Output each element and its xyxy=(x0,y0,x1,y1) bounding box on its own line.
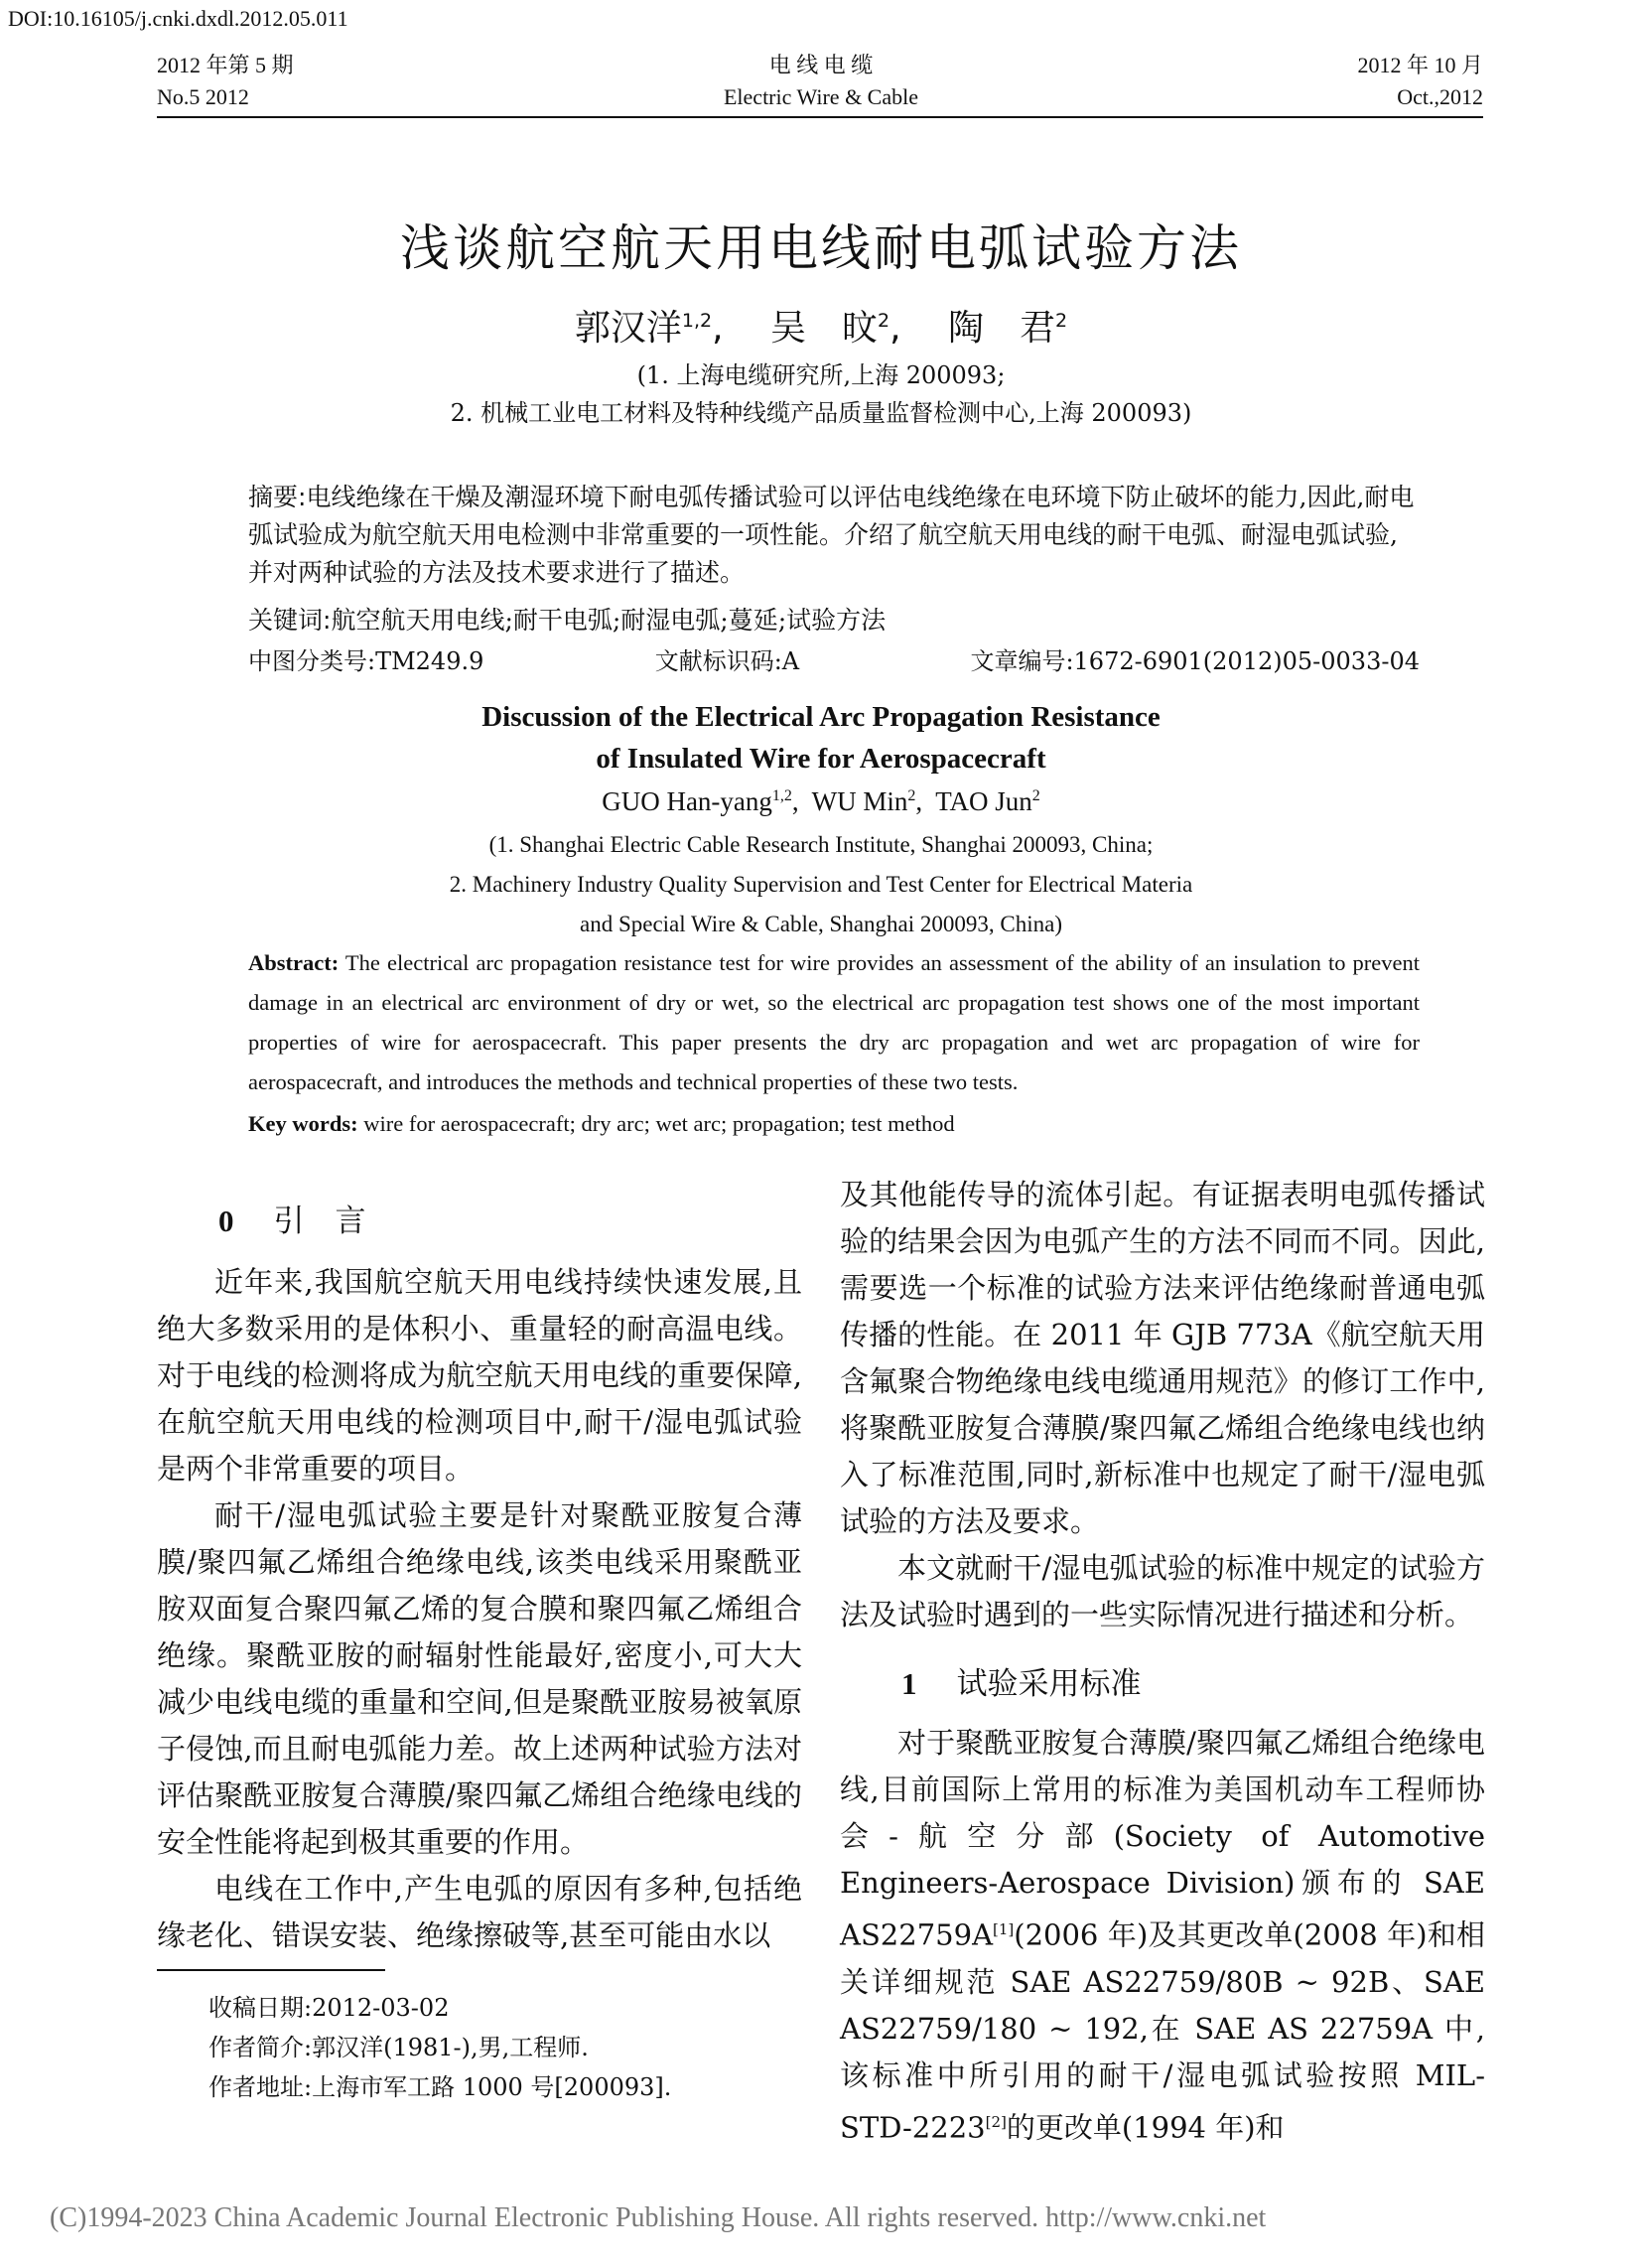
english-author: WU Min$^2$, xyxy=(811,786,923,816)
header-rule xyxy=(157,116,1483,118)
keywords-cn-label: 关键词: xyxy=(248,606,332,635)
english-author-list xyxy=(0,786,1642,817)
english-title-line1: Discussion of the Electrical Arc Propagation Resistance xyxy=(481,701,1161,733)
paragraph: 耐干/湿电弧试验主要是针对聚酰亚胺复合薄膜/聚四氟乙烯组合绝缘电线,该类电线采用聚酰亚胺双面复合聚四氟乙烯的复合膜和聚四氟乙烯组合绝缘。聚酰亚胺的耐辐射性能最好,密度小,可大大减少电线电缆的重量和空间,但是聚酰亚胺易被氧原子侵蚀,而且耐电弧能力差。故上述两种试验方法对评估聚酰亚胺复合薄膜/聚四氟乙烯组合绝缘电线的安全性能将起到极其重要的作用。 xyxy=(157,1498,802,1859)
paragraph: 近年来,我国航空航天用电线持续快速发展,且绝大多数采用的是体积小、重量轻的耐高温电线。对于电线的检测将成为航空航天用电线的重要保障,在航空航天用电线的检测项目中,耐干/湿电弧试验是两个非常重要的项目。 xyxy=(157,1265,802,1486)
footnotes xyxy=(208,1988,671,2107)
abstract-en-label: Abstract: xyxy=(248,950,340,975)
paragraph: 电线在工作中,产生电弧的原因有多种,包括绝缘老化、错误安装、绝缘擦破等,甚至可能由水以 xyxy=(157,1872,802,1952)
abstract-en-text: The electrical arc propagation resistance test for wire provides an assessment of the ability of an insulation to prevent damage in an electrical arc environment of dry or wet, so the electrical arc propagation test shows one of the most important properties of wire for aerospacecraft. This paper presents the dry arc propagation and wet arc propagation of wire for aerospacecraft, and introduces the methods and technical properties of these two tests. xyxy=(248,950,1421,1094)
keywords-en xyxy=(248,1104,1420,1144)
paragraph: 对于聚酰亚胺复合薄膜/聚四氟乙烯组合绝缘电线,目前国际上常用的标准为美国机动车工程师协会-航空分部(Society of Automotive Engineers-Aerospace Division)颁布的 SAE AS22759A[1](2006 年)及其更改单(2008 年)和相关详细规范 SAE AS22759/80B ~ 92B、SAE AS22759/180 ~ 192,在 SAE AS 22759A 中,该标准中所引用的耐干/湿电弧试验按照 MIL-STD-2223[2]的更改单(1994 年)和 xyxy=(840,1726,1485,2145)
author-list xyxy=(0,300,1642,351)
footnote-bio: 作者简介:郭汉洋(1981-),男,工程师. xyxy=(208,2034,589,2061)
doi-line: DOI:10.16105/j.cnki.dxdl.2012.05.011 xyxy=(8,6,348,31)
citation-ref: [1] xyxy=(993,1920,1015,1938)
article-number: 文章编号:1672-6901(2012)05-0033-04 xyxy=(970,647,1420,675)
english-author: GUO Han-yang$^{1,2}$, xyxy=(602,786,799,816)
header-date-cn: 2012 年 10 月 xyxy=(1357,53,1483,77)
abstract-cn-label: 摘要: xyxy=(248,483,307,511)
english-affiliation-2: 2. Machinery Industry Quality Supervision and Test Center for Electrical Materia xyxy=(449,872,1193,897)
english-affiliation-1: (1. Shanghai Electric Cable Research Institute, Shanghai 200093, China; xyxy=(488,832,1154,857)
keywords-en-label: Key words: xyxy=(248,1111,358,1136)
header-date xyxy=(1357,50,1483,113)
classification-row xyxy=(248,641,1420,676)
abstract-en xyxy=(248,943,1420,1102)
section-heading-0: 0 引 言 xyxy=(218,1204,366,1239)
english-author: TAO Jun$^2$ xyxy=(935,786,1040,816)
header-journal-cn: 电 线 电 缆 xyxy=(768,53,874,77)
citation-ref: [2] xyxy=(985,2112,1007,2131)
footnote-address: 作者地址:上海市军工路 1000 号[200093]. xyxy=(208,2073,672,2101)
author: 郭汉洋$^{1,2}$, xyxy=(574,308,724,349)
paper-title: 浅谈航空航天用电线耐电弧试验方法 xyxy=(400,219,1242,277)
affiliation-1: (1. 上海电缆研究所,上海 200093; xyxy=(636,361,1006,389)
abstract-cn xyxy=(248,479,1420,592)
document-code: 文献标识码:A xyxy=(654,647,800,675)
body-column-left xyxy=(157,1198,802,1959)
header-journal-en: Electric Wire & Cable xyxy=(723,84,918,109)
keywords-cn-text: 航空航天用电线;耐干电弧;耐湿电弧;蔓延;试验方法 xyxy=(331,606,887,635)
author: 吴 旼$^2$, xyxy=(770,308,901,349)
body-column-right xyxy=(840,1172,1485,2151)
clc-number: 中图分类号:TM249.9 xyxy=(248,647,484,675)
keywords-cn xyxy=(248,602,1420,639)
abstract-cn-text: 电线绝缘在干燥及潮湿环境下耐电弧传播试验可以评估电线绝缘在电环境下防止破坏的能力,因此,耐电弧试验成为航空航天用电检测中非常重要的一项性能。介绍了航空航天用电线的耐干电弧、耐湿电弧试验,并对两种试验的方法及技术要求进行了描述。 xyxy=(248,483,1415,587)
header-issue-en: No.5 2012 xyxy=(157,84,249,109)
section-heading-1: 1 试验采用标准 xyxy=(901,1666,1142,1702)
copyright-notice: (C)1994-2023 China Academic Journal Electronic Publishing House. All rights reserved. http://www.cnki.net xyxy=(50,2202,1267,2233)
footnote-received: 收稿日期:2012-03-02 xyxy=(208,1994,450,2022)
english-title-line2: of Insulated Wire for Aerospacecraft xyxy=(596,743,1046,775)
header-date-en: Oct.,2012 xyxy=(1397,84,1483,109)
keywords-en-text: wire for aerospacecraft; dry arc; wet arc; propagation; test method xyxy=(363,1111,955,1136)
footnote-rule xyxy=(157,1969,385,1971)
header-issue-cn: 2012 年第 5 期 xyxy=(157,53,294,77)
english-affiliation-3: and Special Wire & Cable, Shanghai 200093, China) xyxy=(579,912,1063,936)
author: 陶 君$^2$ xyxy=(948,308,1068,349)
paragraph: 本文就耐干/湿电弧试验的标准中规定的试验方法及试验时遇到的一些实际情况进行描述和分析。 xyxy=(840,1551,1485,1631)
paragraph-continued: 及其他能传导的流体引起。有证据表明电弧传播试验的结果会因为电弧产生的方法不同而不同。因此,需要选一个标准的试验方法来评估绝缘耐普通电弧传播的性能。在 2011 年 GJB 773A《航空航天用含氟聚合物绝缘电线电缆通用规范》的修订工作中,将聚酰亚胺复合薄膜/聚四氟乙烯组合绝缘电线也纳入了标准范围,同时,新标准中也规定了耐干/湿电弧试验的方法及要求。 xyxy=(840,1178,1485,1538)
affiliation-2: 2. 机械工业电工材料及特种线缆产品质量监督检测中心,上海 200093) xyxy=(450,399,1192,427)
